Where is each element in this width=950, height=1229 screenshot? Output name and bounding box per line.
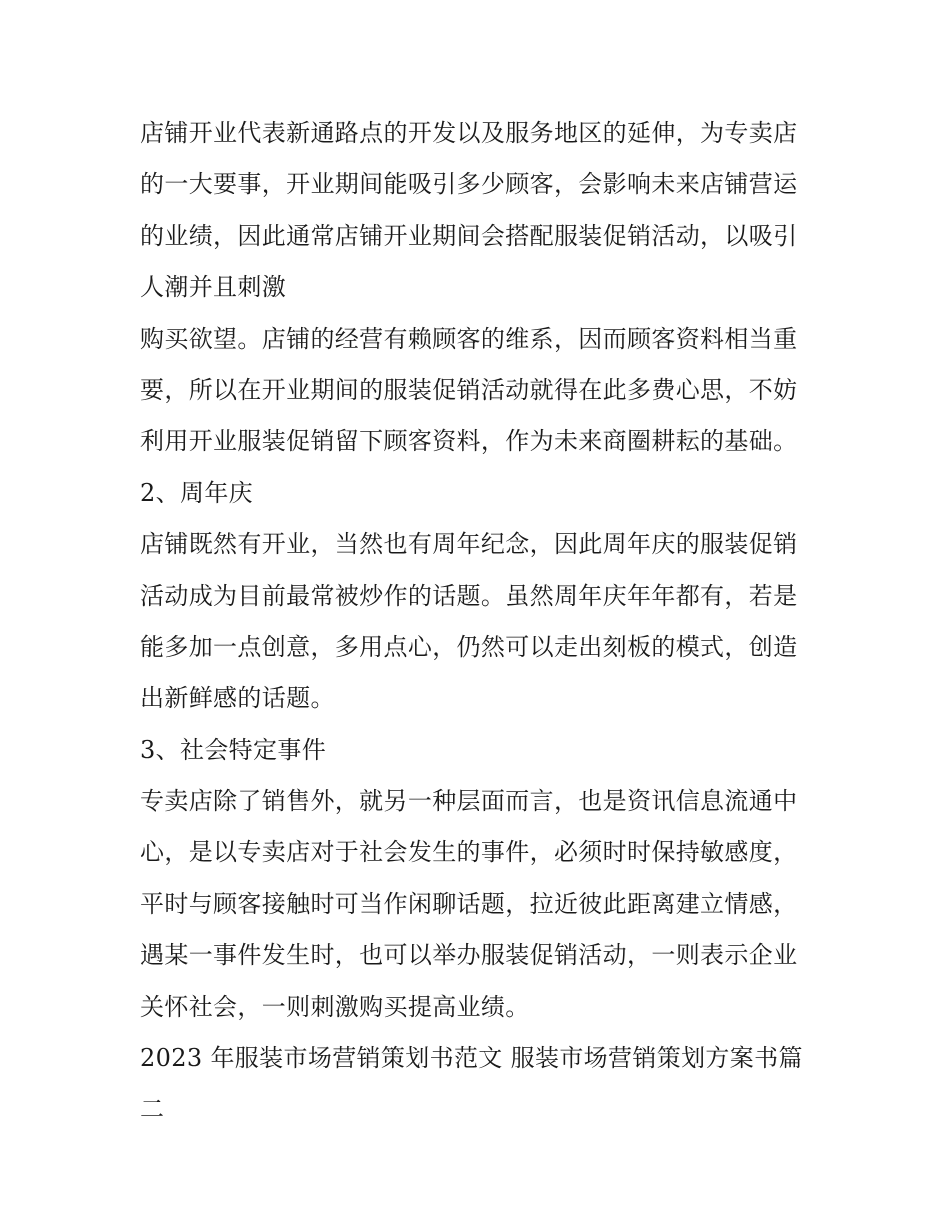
document-body: [140, 108, 830, 1136]
section-heading-anniversary: 2、周年庆: [140, 478, 254, 507]
body-text-line: 人潮并且刺激: [140, 273, 287, 302]
article-title-line: 2023 年服装市场营销策划书范文 服装市场营销策划方案书篇: [140, 1044, 803, 1073]
article-title-line: 二: [140, 1095, 165, 1124]
body-text-line: 关怀社会，一则刺激购买提高业绩。: [140, 992, 530, 1021]
body-text-line: 店铺开业代表新通路点的开发以及服务地区的延伸，为专卖店: [140, 119, 798, 147]
body-text-line: 的一大要事，开业期间能吸引多少顾客，会影响未来店铺营运: [140, 170, 798, 199]
body-text-line: 平时与顾客接触时可当作闲聊话题，拉近彼此距离建立情感，: [140, 889, 798, 918]
body-text-line: 遇某一事件发生时，也可以举办服装促销活动，一则表示企业: [140, 941, 798, 970]
body-text-line: 的业绩，因此通常店铺开业期间会搭配服装促销活动，以吸引: [140, 221, 798, 250]
body-text-line: 专卖店除了销售外，就另一种层面而言，也是资讯信息流通中: [140, 787, 798, 816]
body-text-line: 出新鲜感的话题。: [140, 684, 335, 713]
body-text-line: 要，所以在开业期间的服装促销活动就得在此多费心思，不妨: [140, 375, 798, 404]
body-text-line: 活动成为目前最常被炒作的话题。虽然周年庆年年都有，若是: [140, 581, 798, 610]
body-text-line: 购买欲望。店铺的经营有赖顾客的维系，因而顾客资料相当重: [140, 324, 798, 353]
body-text-line: 心，是以专卖店对于社会发生的事件，必须时时保持敏感度，: [140, 838, 798, 867]
body-text-line: 店铺既然有开业，当然也有周年纪念，因此周年庆的服装促销: [140, 530, 798, 559]
body-text-line: 能多加一点创意，多用点心，仍然可以走出刻板的模式，创造: [140, 632, 798, 661]
section-heading-social-events: 3、社会特定事件: [140, 735, 327, 764]
body-text-line: 利用开业服装促销留下顾客资料，作为未来商圈耕耘的基础。: [140, 427, 798, 456]
